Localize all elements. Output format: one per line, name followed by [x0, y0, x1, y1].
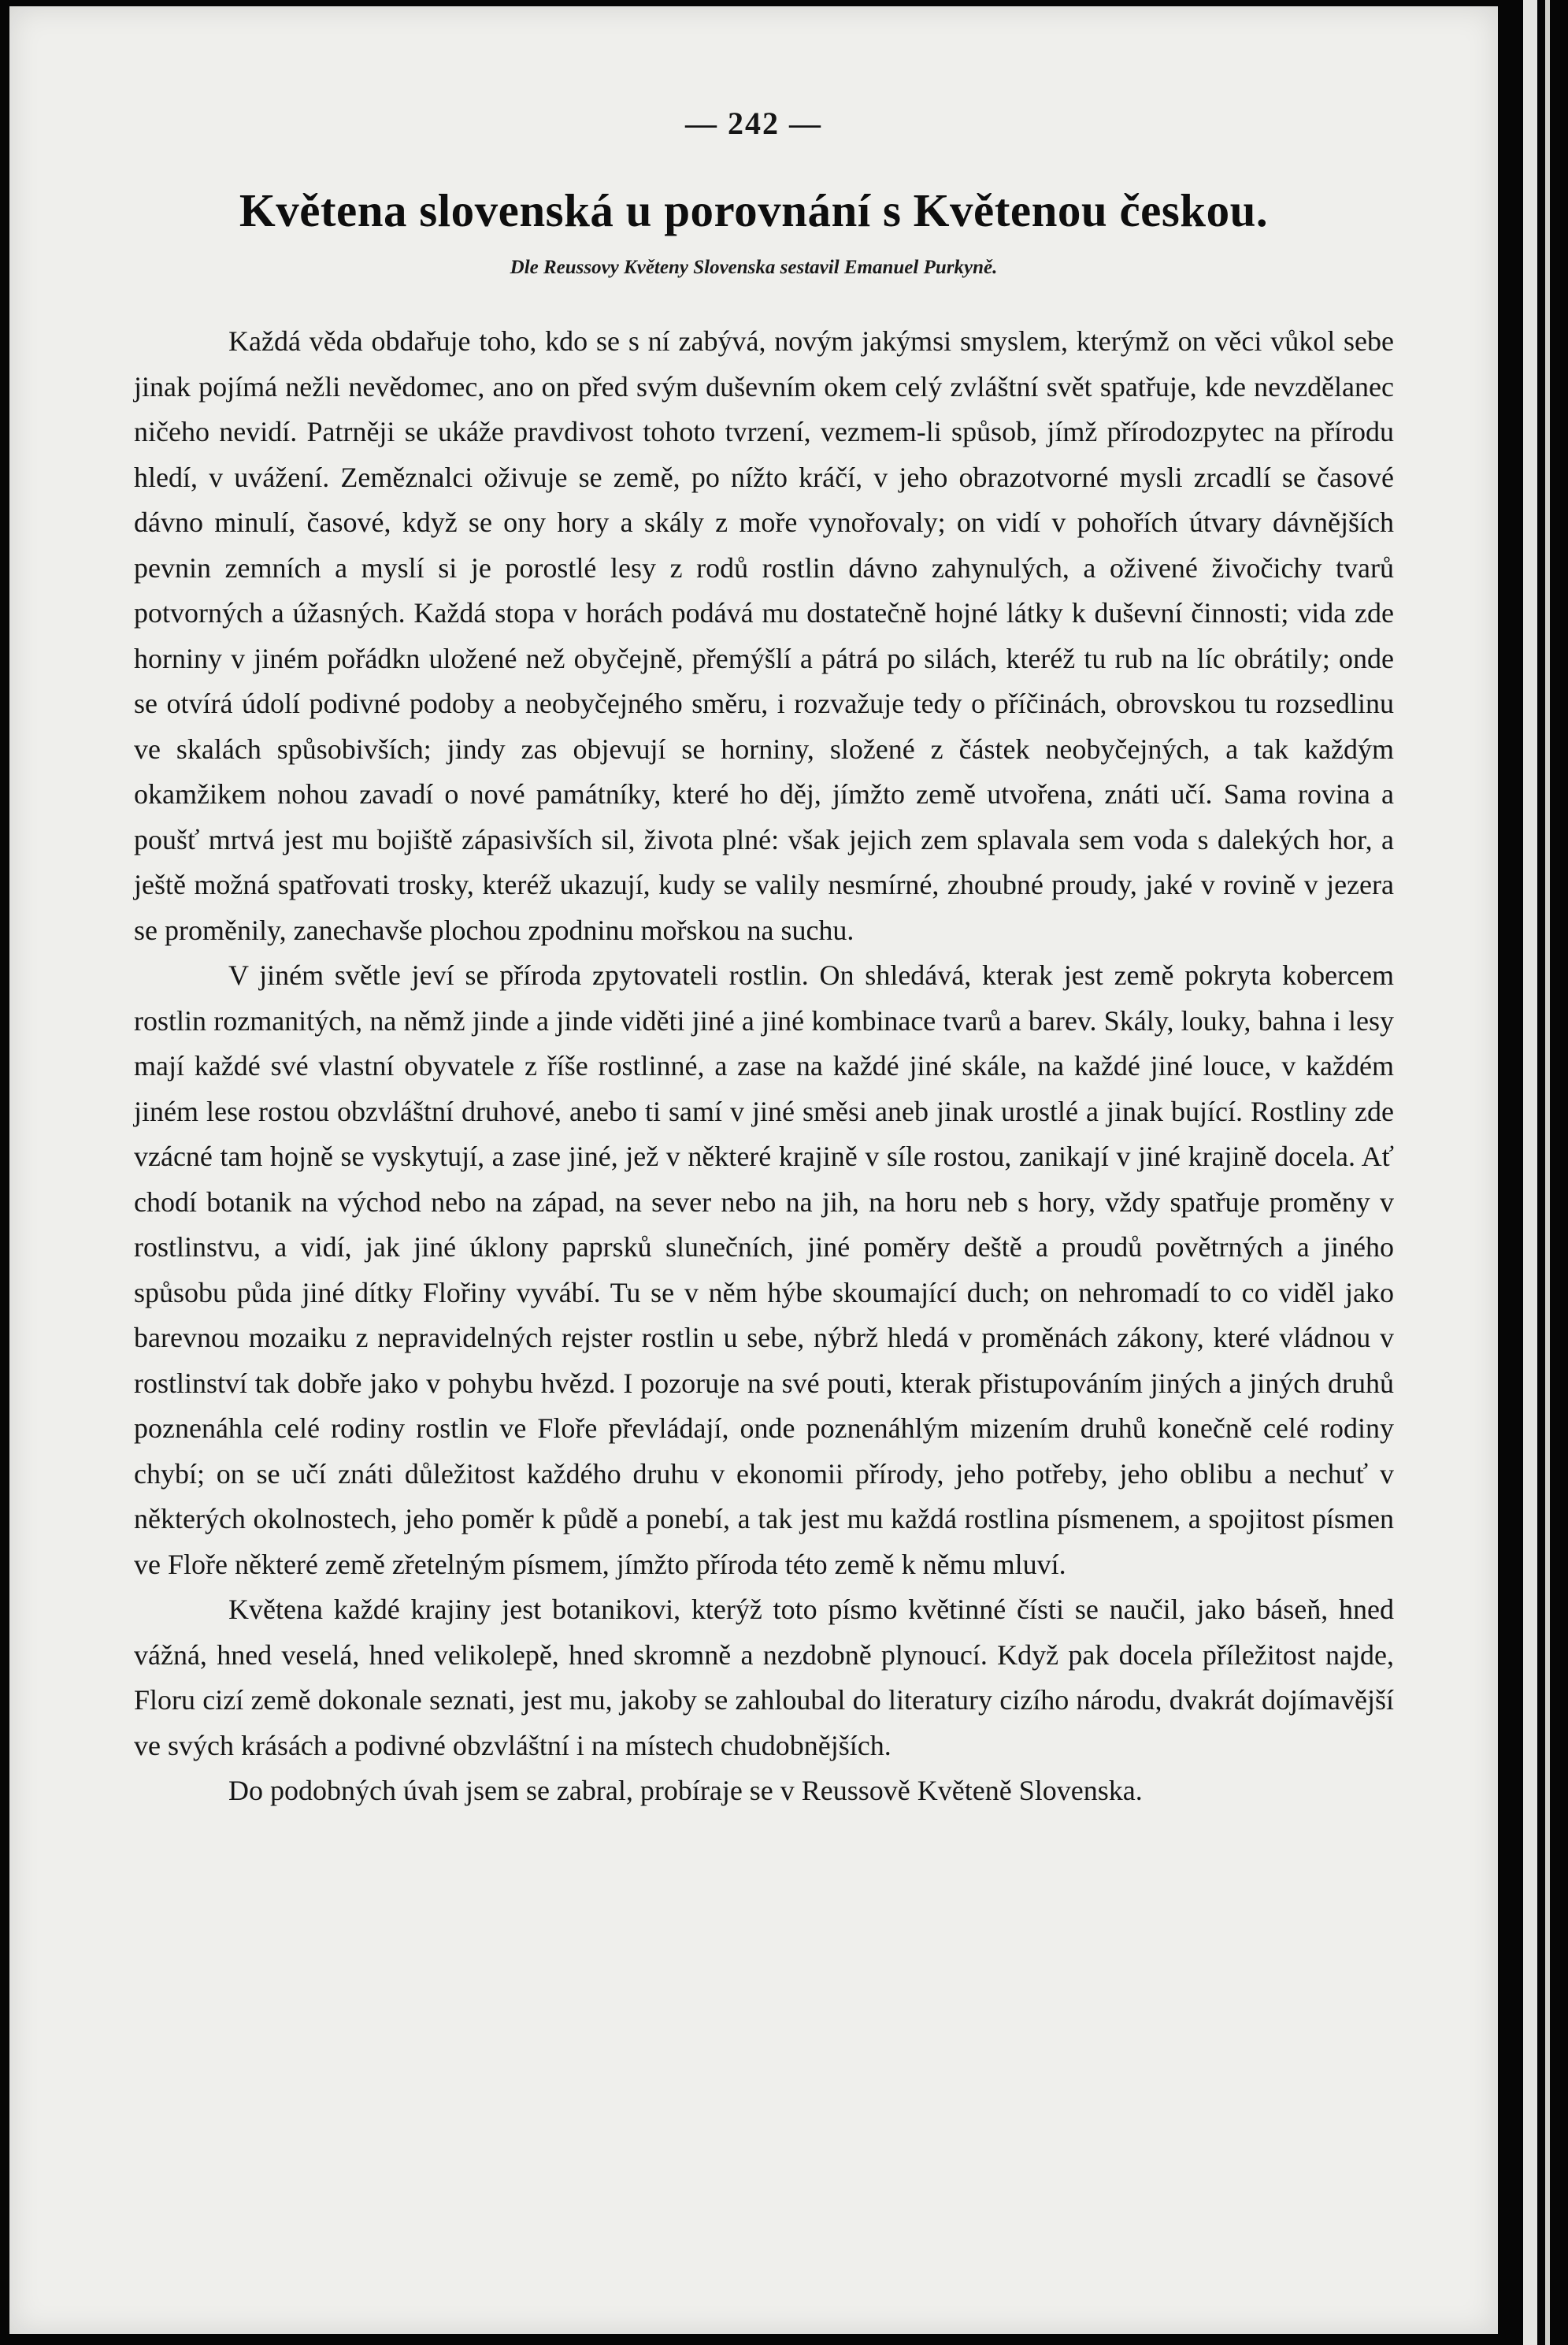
paragraph: Každá věda obdařuje toho, kdo se s ní zabývá, novým jakýmsi smyslem, kterýmž on věci vůkol sebe jinak pojímá nežli nevědomec, ano on před svým duševním okem celý zvláštní svět spatřuje, kde nevzdělanec ničeho nevidí. Patrněji se ukáže pravdivost tohoto tvrzení, vezmem-li spůsob, jímž přírodozpytec na přírodu hledí, v uvážení. Zeměznalci oživuje se země, po nížto kráčí, v jeho obrazotvorné mysli zrcadlí se časové dávno minulí, časové, když se ony hory a skály z moře vynořovaly; on vidí v pohořích útvary dávnějších pevnin zemních a myslí si je porostlé lesy z rodů rostlin dávno zahynulých, a oživené živočichy tvarů potvorných a úžasných. Každá stopa v horách podává mu dostatečně hojné látky k duševní činnosti; vida zde horniny v jiném pořádkn uložené než obyčejně, přemýšlí a pátrá po silách, kteréž tu rub na líc obrátily; onde se otvírá údolí podivné podoby a neobyčejného směru, i rozvažuje tedy o příčinách, obrovskou tu rozsedlinu ve skalách spůsobivších; jindy zas objevují se horniny, složené z částek neobyčejných, a tak každým okamžikem nohou zavadí o nové památníky, které ho děj, jímžto země utvořena, znáti učí. Sama rovina a poušť mrtvá jest mu bojiště zápasivších sil, života plné: však jejich zem splavala sem voda s dalekých hor, a ještě možná spatřovati trosky, kteréž ukazují, kudy se valily nesmírné, zhoubné proudy, jaké v rovině v jezera se proměnily, zanechavše plochou zpodninu mořskou na suchu.	[134, 325, 1394, 946]
scan-edge-line	[1545, 0, 1550, 2345]
scan-edge	[1523, 0, 1537, 2345]
page-number: — 242 —	[685, 106, 822, 141]
article-body	[134, 319, 1394, 1814]
paragraph: Do podobných úvah jsem se zabral, probíraje se v Reussově Květeně Slovenska.	[228, 1775, 1143, 1806]
scanned-page	[9, 6, 1498, 2334]
paragraph: Květena každé krajiny jest botanikovi, kterýž toto písmo květinné čísti se naučil, jako báseň, hned vážná, hned veselá, hned velikolepě, hned skromně a nezdobně plynoucí. Když pak docela příležitost najde, Floru cizí země dokonale seznati, jest mu, jakoby se zahloubal do literatury cizího národu, dvakrát dojímavější ve svých krásách a podivné obzvláštní i na místech chudobnějších.	[134, 1594, 1394, 1761]
article-subtitle: Dle Reussovy Květeny Slovenska sestavil Emanuel Purkyně.	[510, 257, 998, 278]
article-title: Květena slovenská u porovnání s Květenou českou.	[239, 184, 1269, 236]
paragraph: V jiném světle jeví se příroda zpytovateli rostlin. On shledává, kterak jest země pokryta kobercem rostlin rozmanitých, na němž jinde a jinde viděti jiné a jiné kombinace tvarů a barev. Skály, louky, bahna i lesy mají každé své vlastní obyvatele z říše rostlinné, a zase na každé jiné skále, na každé jiné louce, v každém jiném lese rostou obzvláštní druhové, anebo ti samí v jiné směsi aneb jinak urostlé a jinak bující. Rostliny zde vzácné tam hojně se vyskytují, a zase jiné, jež v některé krajině v síle rostou, zanikají v jiné krajině docela. Ať chodí botanik na východ nebo na západ, na sever nebo na jih, na horu neb s hory, vždy spatřuje proměny v rostlinstvu, a vidí, jak jiné úklony paprsků slunečních, jiné poměry deště a proudů povětrných a jiného spůsobu půda jiné dítky Flořiny vyvábí. Tu se v něm hýbe skoumající duch; on nehromadí to co viděl jako barevnou mozaiku z nepravidelných rejster rostlin u sebe, nýbrž hledá v proměnách zákony, které vládnou v rostlinství tak dobře jako v pohybu hvězd. I pozoruje na své pouti, kterak přistupováním jiných a jiných druhů poznenáhla celé rodiny rostlin ve Floře převládají, onde poznenáhlým mizením druhů konečně celé rodiny chybí; on se učí znáti důležitost každého druhu v ekonomii přírody, jeho potřeby, jeho oblibu a nechuť v některých okolnostech, jeho poměr k půdě a ponebí, a tak jest mu každá rostlina písmenem, a spojitost písmen ve Floře některé země zřetelným písmem, jímžto příroda této země k němu mluví.	[134, 959, 1394, 1580]
